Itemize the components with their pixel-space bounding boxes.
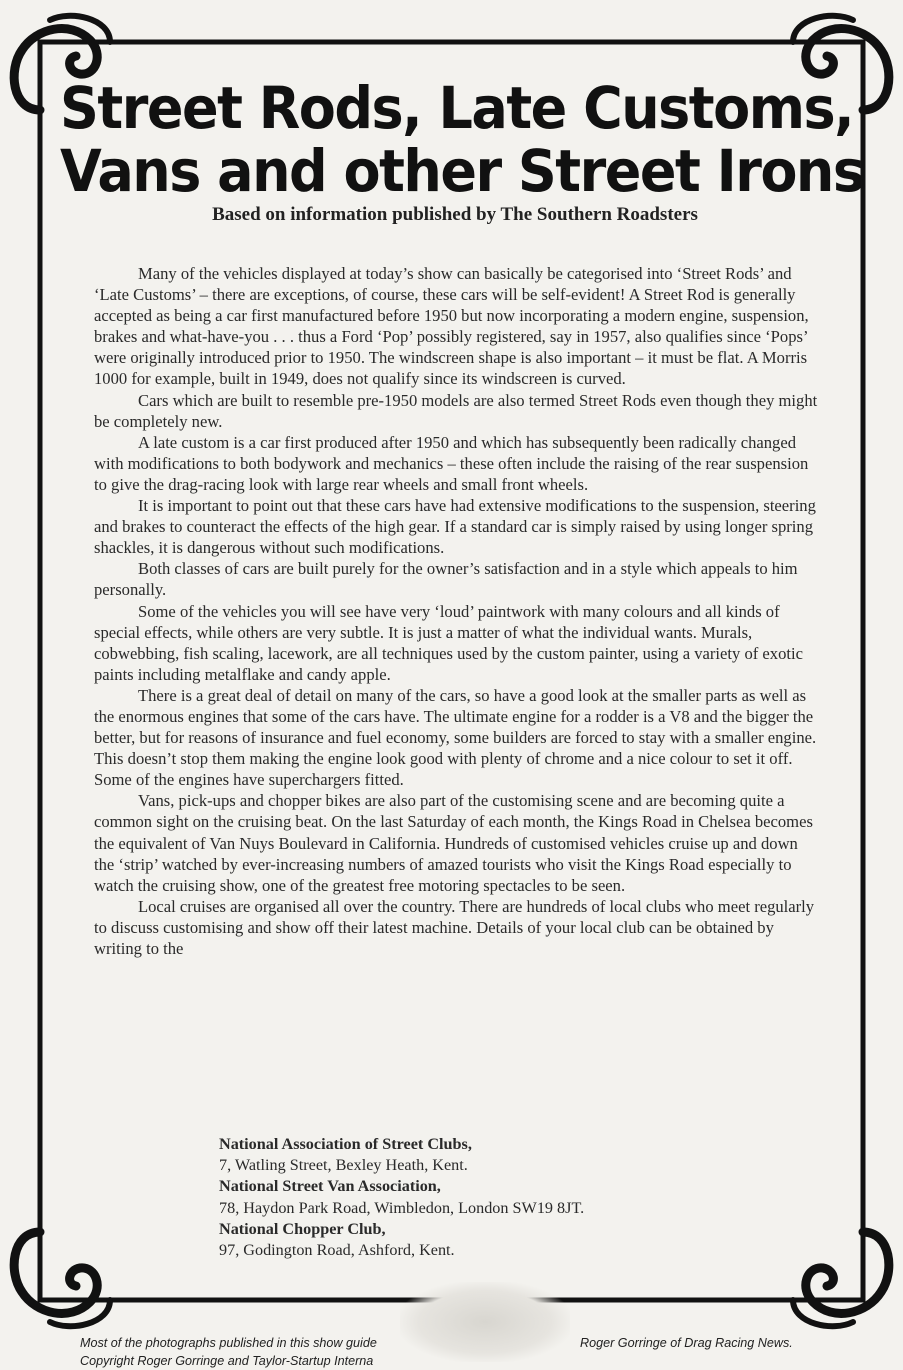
paragraph: Some of the vehicles you will see have very ‘loud’ paintwork with many colours and all kinds of special effects, while others are very subtle. It is just a matter of what the individual wants. Murals, cobwebbing, fish scaling, lacework, are all techniques used by the custom painter, using a variety of exotic paints including metalflake and candy apple. — [94, 601, 803, 684]
club-address: 7, Watling Street, Bexley Heath, Kent. — [219, 1156, 468, 1175]
paragraph: Both classes of cars are built purely for the owner’s satisfaction and in a style which appeals to him personally. — [94, 559, 798, 600]
copyright-notice: Copyright Roger Gorringe and Taylor-Startup Interna — [80, 1354, 374, 1368]
paragraph: Vans, pick-ups and chopper bikes are also part of the customising scene and are becoming quite a common sight on the cruising beat. On the last Saturday of each month, the Kings Road in Chelsea becomes the equivalent of Van Nuys Boulevard in California. Hundreds of customised vehicles cruise up and down the ‘strip’ watched by ever-increasing numbers of amazed tourists who visit the Kings Road especially to watch the cruising show, one of the greatest free motoring spectacles to be seen. — [94, 791, 813, 895]
paragraph: Many of the vehicles displayed at today’s show can basically be categorised into ‘Street Rods’ and ‘Late Customs’ – there are exceptions, of course, these cars will be self-evident! A Street Rod is generally accepted as being a car first manufactured before 1950 but now incorporating a modern engine, suspension, brakes and what-have-you . . . thus a Ford ‘Pop’ possibly registered, say in 1957, also qualifies since ‘Pops’ were originally introduced prior to 1950. The windscreen shape is also important – it must be flat. A Morris 1000 for example, built in 1949, does not qualify since its windscreen is curved. — [94, 264, 809, 389]
paragraph: Cars which are built to resemble pre-1950 models are also termed Street Rods even though they might be completely new. — [94, 390, 818, 431]
article-body — [94, 263, 818, 959]
subtitle: Based on information published by The Southern Roadsters — [212, 204, 698, 225]
paragraph: There is a great deal of detail on many of the cars, so have a good look at the smaller parts as well as the enormous engines that some of the cars have. The ultimate engine for a rodder is a V8 and the bigger the better, but for reasons of insurance and fuel economy, some builders are forced to stay with a smaller engine. This doesn’t stop them making the engine look good with plenty of chrome and a nice colour to set it off. Some of the engines have superchargers fitted. — [94, 685, 817, 790]
credit-left: Most of the photographs published in this show guide — [80, 1336, 377, 1350]
credit-right: Roger Gorringe of Drag Racing News. — [580, 1336, 793, 1350]
club-name: National Association of Street Clubs, — [219, 1135, 472, 1153]
club-addresses — [219, 1134, 584, 1261]
club-address: 78, Haydon Park Road, Wimbledon, London SW19 8JT. — [219, 1198, 585, 1217]
paragraph: Local cruises are organised all over the country. There are hundreds of local clubs who meet regularly to discuss customising and show off their latest machine. Details of your local club can be obtained by writing to the — [94, 896, 815, 958]
club-name: National Street Van Association, — [219, 1177, 441, 1196]
title-line-1: Street Rods, Late Customs, — [60, 74, 854, 143]
club-name: National Chopper Club, — [219, 1219, 386, 1238]
club-address: 97, Godington Road, Ashford, Kent. — [219, 1241, 455, 1260]
page-title — [60, 74, 864, 205]
paper-stain — [400, 1282, 570, 1362]
paragraph: A late custom is a car first produced after 1950 and which has subsequently been radically changed with modifications to both bodywork and mechanics – these often include the raising of the rear suspension to give the drag-racing look with large rear wheels and small front wheels. — [94, 432, 809, 494]
paragraph: It is important to point out that these cars have had extensive modifications to the suspension, steering and brakes to counteract the effects of the high gear. If a standard car is simply raised by using longer spring shackles, it is dangerous without such modifications. — [94, 496, 816, 558]
title-line-2: Vans and other Street Irons — [60, 136, 864, 205]
